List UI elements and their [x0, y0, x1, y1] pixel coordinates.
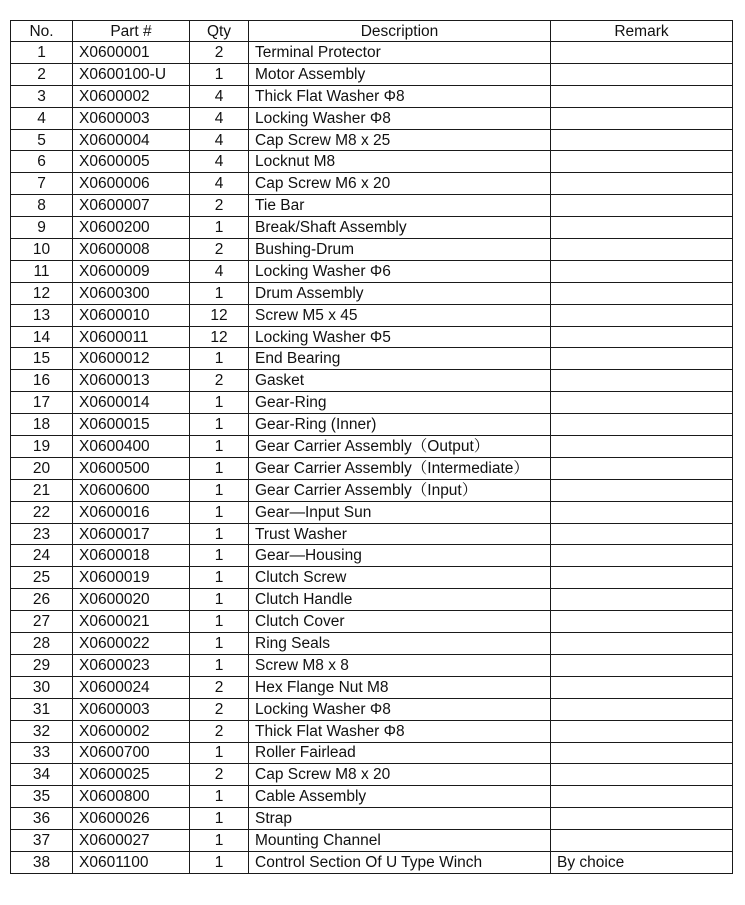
description-cell: Tie Bar	[249, 195, 551, 217]
description-cell: End Bearing	[249, 348, 551, 370]
remark-cell	[551, 370, 733, 392]
table-row	[11, 676, 733, 698]
quantity-cell: 2	[190, 720, 249, 742]
remark-cell	[551, 654, 733, 676]
row-number-cell: 15	[11, 348, 73, 370]
table-row	[11, 348, 733, 370]
quantity-cell: 2	[190, 42, 249, 64]
header-no: No.	[11, 21, 73, 42]
part-number-cell: X0600001	[73, 42, 190, 64]
table-row	[11, 42, 733, 64]
part-number-cell: X0600026	[73, 808, 190, 830]
table-row	[11, 830, 733, 852]
table-row	[11, 151, 733, 173]
table-row	[11, 239, 733, 261]
part-number-cell: X0600004	[73, 129, 190, 151]
description-cell: Control Section Of U Type Winch	[249, 851, 551, 873]
table-row	[11, 282, 733, 304]
part-number-cell: X0600100-U	[73, 63, 190, 85]
part-number-cell: X0600600	[73, 479, 190, 501]
description-cell: Cap Screw M6 x 20	[249, 173, 551, 195]
description-cell: Locking Washer Φ6	[249, 260, 551, 282]
header-qty: Qty	[190, 21, 249, 42]
table-row	[11, 589, 733, 611]
remark-cell	[551, 523, 733, 545]
description-cell: Clutch Handle	[249, 589, 551, 611]
row-number-cell: 22	[11, 501, 73, 523]
row-number-cell: 7	[11, 173, 73, 195]
header-remark: Remark	[551, 21, 733, 42]
quantity-cell: 1	[190, 589, 249, 611]
part-number-cell: X0600005	[73, 151, 190, 173]
quantity-cell: 4	[190, 151, 249, 173]
table-row	[11, 851, 733, 873]
part-number-cell: X0600003	[73, 107, 190, 129]
table-row	[11, 720, 733, 742]
remark-cell	[551, 633, 733, 655]
part-number-cell: X0600010	[73, 304, 190, 326]
description-cell: Ring Seals	[249, 633, 551, 655]
description-cell: Gear—Input Sun	[249, 501, 551, 523]
row-number-cell: 37	[11, 830, 73, 852]
part-number-cell: X0600021	[73, 611, 190, 633]
quantity-cell: 4	[190, 85, 249, 107]
quantity-cell: 1	[190, 501, 249, 523]
description-cell: Cap Screw M8 x 20	[249, 764, 551, 786]
quantity-cell: 1	[190, 611, 249, 633]
quantity-cell: 1	[190, 851, 249, 873]
row-number-cell: 5	[11, 129, 73, 151]
part-number-cell: X0600013	[73, 370, 190, 392]
remark-cell: By choice	[551, 851, 733, 873]
part-number-cell: X0600200	[73, 217, 190, 239]
remark-cell	[551, 348, 733, 370]
description-cell: Thick Flat Washer Φ8	[249, 720, 551, 742]
description-cell: Drum Assembly	[249, 282, 551, 304]
description-cell: Mounting Channel	[249, 830, 551, 852]
table-row	[11, 260, 733, 282]
part-number-cell: X0600015	[73, 414, 190, 436]
remark-cell	[551, 479, 733, 501]
part-number-cell: X0600007	[73, 195, 190, 217]
parts-list	[10, 20, 733, 874]
remark-cell	[551, 720, 733, 742]
parts-table-body	[11, 42, 733, 874]
table-row	[11, 129, 733, 151]
header-row	[11, 21, 733, 42]
row-number-cell: 36	[11, 808, 73, 830]
row-number-cell: 35	[11, 786, 73, 808]
row-number-cell: 2	[11, 63, 73, 85]
part-number-cell: X0600020	[73, 589, 190, 611]
quantity-cell: 4	[190, 129, 249, 151]
row-number-cell: 31	[11, 698, 73, 720]
part-number-cell: X0600400	[73, 436, 190, 458]
remark-cell	[551, 42, 733, 64]
remark-cell	[551, 589, 733, 611]
quantity-cell: 1	[190, 545, 249, 567]
quantity-cell: 2	[190, 370, 249, 392]
quantity-cell: 1	[190, 414, 249, 436]
table-row	[11, 304, 733, 326]
quantity-cell: 1	[190, 63, 249, 85]
remark-cell	[551, 173, 733, 195]
description-cell: Gear-Ring	[249, 392, 551, 414]
table-row	[11, 195, 733, 217]
remark-cell	[551, 742, 733, 764]
description-cell: Locking Washer Φ8	[249, 698, 551, 720]
description-cell: Locking Washer Φ8	[249, 107, 551, 129]
remark-cell	[551, 151, 733, 173]
quantity-cell: 1	[190, 633, 249, 655]
quantity-cell: 1	[190, 654, 249, 676]
table-row	[11, 457, 733, 479]
quantity-cell: 2	[190, 676, 249, 698]
quantity-cell: 4	[190, 173, 249, 195]
part-number-cell: X0600006	[73, 173, 190, 195]
description-cell: Break/Shaft Assembly	[249, 217, 551, 239]
part-number-cell: X0600008	[73, 239, 190, 261]
table-row	[11, 611, 733, 633]
remark-cell	[551, 195, 733, 217]
description-cell: Cap Screw M8 x 25	[249, 129, 551, 151]
table-row	[11, 326, 733, 348]
table-row	[11, 633, 733, 655]
row-number-cell: 4	[11, 107, 73, 129]
table-row	[11, 764, 733, 786]
row-number-cell: 18	[11, 414, 73, 436]
description-cell: Strap	[249, 808, 551, 830]
description-cell: Gear Carrier Assembly（Output）	[249, 436, 551, 458]
row-number-cell: 38	[11, 851, 73, 873]
description-cell: Hex Flange Nut M8	[249, 676, 551, 698]
description-cell: Terminal Protector	[249, 42, 551, 64]
part-number-cell: X0600800	[73, 786, 190, 808]
table-row	[11, 173, 733, 195]
part-number-cell: X0600027	[73, 830, 190, 852]
table-row	[11, 414, 733, 436]
table-row	[11, 808, 733, 830]
part-number-cell: X0600014	[73, 392, 190, 414]
remark-cell	[551, 676, 733, 698]
table-row	[11, 698, 733, 720]
remark-cell	[551, 786, 733, 808]
header-part-number: Part #	[73, 21, 190, 42]
row-number-cell: 25	[11, 567, 73, 589]
table-row	[11, 742, 733, 764]
remark-cell	[551, 830, 733, 852]
table-row	[11, 217, 733, 239]
part-number-cell: X0600017	[73, 523, 190, 545]
remark-cell	[551, 764, 733, 786]
part-number-cell: X0601100	[73, 851, 190, 873]
quantity-cell: 2	[190, 764, 249, 786]
description-cell: Gear—Housing	[249, 545, 551, 567]
quantity-cell: 1	[190, 457, 249, 479]
part-number-cell: X0600023	[73, 654, 190, 676]
table-row	[11, 654, 733, 676]
description-cell: Thick Flat Washer Φ8	[249, 85, 551, 107]
remark-cell	[551, 260, 733, 282]
part-number-cell: X0600024	[73, 676, 190, 698]
table-row	[11, 370, 733, 392]
remark-cell	[551, 282, 733, 304]
part-number-cell: X0600003	[73, 698, 190, 720]
remark-cell	[551, 304, 733, 326]
description-cell: Locknut M8	[249, 151, 551, 173]
table-row	[11, 567, 733, 589]
remark-cell	[551, 457, 733, 479]
row-number-cell: 34	[11, 764, 73, 786]
row-number-cell: 6	[11, 151, 73, 173]
part-number-cell: X0600011	[73, 326, 190, 348]
table-row	[11, 545, 733, 567]
remark-cell	[551, 808, 733, 830]
part-number-cell: X0600700	[73, 742, 190, 764]
row-number-cell: 26	[11, 589, 73, 611]
part-number-cell: X0600016	[73, 501, 190, 523]
quantity-cell: 2	[190, 195, 249, 217]
description-cell: Motor Assembly	[249, 63, 551, 85]
row-number-cell: 20	[11, 457, 73, 479]
quantity-cell: 1	[190, 523, 249, 545]
row-number-cell: 9	[11, 217, 73, 239]
table-row	[11, 107, 733, 129]
remark-cell	[551, 501, 733, 523]
table-row	[11, 392, 733, 414]
row-number-cell: 13	[11, 304, 73, 326]
part-number-cell: X0600002	[73, 85, 190, 107]
part-number-cell: X0600022	[73, 633, 190, 655]
quantity-cell: 4	[190, 107, 249, 129]
description-cell: Bushing-Drum	[249, 239, 551, 261]
remark-cell	[551, 85, 733, 107]
description-cell: Screw M8 x 8	[249, 654, 551, 676]
quantity-cell: 1	[190, 830, 249, 852]
remark-cell	[551, 217, 733, 239]
row-number-cell: 24	[11, 545, 73, 567]
quantity-cell: 1	[190, 392, 249, 414]
quantity-cell: 12	[190, 304, 249, 326]
part-number-cell: X0600300	[73, 282, 190, 304]
row-number-cell: 19	[11, 436, 73, 458]
part-number-cell: X0600018	[73, 545, 190, 567]
remark-cell	[551, 326, 733, 348]
table-row	[11, 63, 733, 85]
description-cell: Locking Washer Φ5	[249, 326, 551, 348]
remark-cell	[551, 611, 733, 633]
remark-cell	[551, 698, 733, 720]
row-number-cell: 10	[11, 239, 73, 261]
remark-cell	[551, 392, 733, 414]
remark-cell	[551, 545, 733, 567]
row-number-cell: 33	[11, 742, 73, 764]
table-row	[11, 85, 733, 107]
part-number-cell: X0600019	[73, 567, 190, 589]
quantity-cell: 1	[190, 217, 249, 239]
quantity-cell: 2	[190, 698, 249, 720]
row-number-cell: 21	[11, 479, 73, 501]
quantity-cell: 1	[190, 348, 249, 370]
remark-cell	[551, 239, 733, 261]
quantity-cell: 1	[190, 786, 249, 808]
remark-cell	[551, 129, 733, 151]
remark-cell	[551, 567, 733, 589]
row-number-cell: 16	[11, 370, 73, 392]
table-row	[11, 523, 733, 545]
quantity-cell: 4	[190, 260, 249, 282]
row-number-cell: 30	[11, 676, 73, 698]
row-number-cell: 1	[11, 42, 73, 64]
row-number-cell: 14	[11, 326, 73, 348]
part-number-cell: X0600012	[73, 348, 190, 370]
row-number-cell: 3	[11, 85, 73, 107]
table-row	[11, 501, 733, 523]
quantity-cell: 2	[190, 239, 249, 261]
table-row	[11, 479, 733, 501]
description-cell: Cable Assembly	[249, 786, 551, 808]
row-number-cell: 27	[11, 611, 73, 633]
description-cell: Gear Carrier Assembly（Intermediate）	[249, 457, 551, 479]
description-cell: Clutch Screw	[249, 567, 551, 589]
table-row	[11, 786, 733, 808]
row-number-cell: 29	[11, 654, 73, 676]
row-number-cell: 17	[11, 392, 73, 414]
description-cell: Gasket	[249, 370, 551, 392]
row-number-cell: 28	[11, 633, 73, 655]
part-number-cell: X0600009	[73, 260, 190, 282]
part-number-cell: X0600500	[73, 457, 190, 479]
header-description: Description	[249, 21, 551, 42]
remark-cell	[551, 63, 733, 85]
row-number-cell: 11	[11, 260, 73, 282]
part-number-cell: X0600025	[73, 764, 190, 786]
description-cell: Screw M5 x 45	[249, 304, 551, 326]
quantity-cell: 1	[190, 282, 249, 304]
row-number-cell: 8	[11, 195, 73, 217]
table-row	[11, 436, 733, 458]
remark-cell	[551, 436, 733, 458]
parts-table	[10, 20, 733, 874]
remark-cell	[551, 107, 733, 129]
description-cell: Gear-Ring (Inner)	[249, 414, 551, 436]
quantity-cell: 1	[190, 436, 249, 458]
part-number-cell: X0600002	[73, 720, 190, 742]
quantity-cell: 1	[190, 567, 249, 589]
description-cell: Roller Fairlead	[249, 742, 551, 764]
remark-cell	[551, 414, 733, 436]
quantity-cell: 12	[190, 326, 249, 348]
quantity-cell: 1	[190, 479, 249, 501]
quantity-cell: 1	[190, 742, 249, 764]
row-number-cell: 32	[11, 720, 73, 742]
row-number-cell: 12	[11, 282, 73, 304]
row-number-cell: 23	[11, 523, 73, 545]
description-cell: Trust Washer	[249, 523, 551, 545]
description-cell: Clutch Cover	[249, 611, 551, 633]
description-cell: Gear Carrier Assembly（Input）	[249, 479, 551, 501]
quantity-cell: 1	[190, 808, 249, 830]
